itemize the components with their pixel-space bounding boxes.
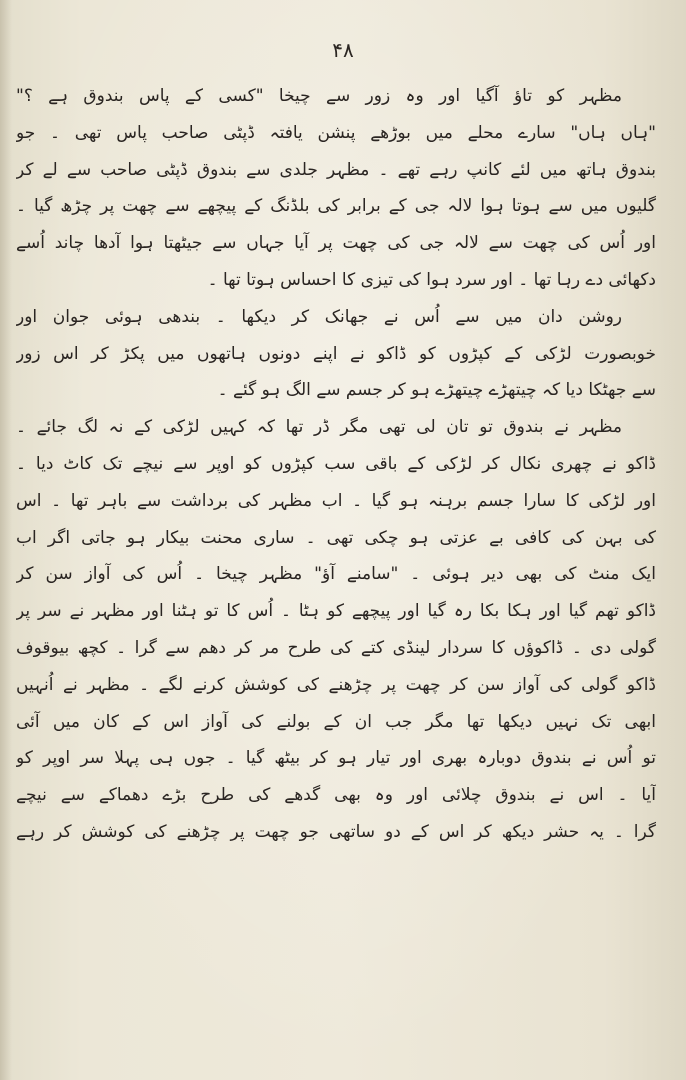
text-line: اور اُس کی چھت سے لالہ جی کی چھت پر آیا جہاں سے جیٹھتا ہوا آدھا چاند اُسے [16, 233, 656, 254]
text-line: اور لڑکی کا سارا جسم برہنہ ہو گیا ۔ اب مظہر کی برداشت سے باہر تھا ۔ اس [16, 490, 656, 511]
text-line: گلیوں میں سے ہوتا ہوا لالہ جی کے برابر کی بلڈنگ کے پیچھے سے چھت پر چڑھ گیا ۔ [16, 196, 656, 217]
text-line: ڈاکو نے چھری نکال کر لڑکی کے باقی سب کپڑوں کو اوپر سے نیچے تک کاٹ دیا ۔ [16, 453, 656, 474]
text-line: بندوق ہاتھ میں لئے کانپ رہے تھے ۔ مظہر جلدی سے بندوق ڈپٹی صاحب سے لے کر [16, 159, 656, 180]
text-line: گرا ۔ یہ حشر دیکھ کر اس کے دو ساتھی جو چھت پر چڑھنے کی کوشش کر رہے [16, 821, 656, 842]
text-line: ابھی تک نہیں دیکھا تھا مگر جب ان کے بولنے کی آواز اس کے کان میں آئی [16, 711, 656, 732]
text-line: روشن دان میں سے اُس نے جھانک کر دیکھا ۔ بندھی ہوئی جوان اور [16, 306, 622, 327]
text-line: مظہر نے بندوق تو تان لی تھی مگر ڈر تھا کہ کہیں لڑکی کے نہ لگ جائے ۔ [16, 417, 622, 438]
text-line: "ہاں ہاں" سارے محلے میں بوڑھے پنشن یافتہ ڈپٹی صاحب پاس تھی ۔ جو [16, 122, 656, 143]
text-line: ایک منٹ کی بھی دیر ہوئی ۔ "سامنے آؤ" مظہر چیخا ۔ اُس کی آواز سن کر [16, 564, 656, 585]
text-line: گولی دی ۔ ڈاکوؤں کا سردار لینڈی کتے کی طرح مر کر دھم سے گرا ۔ کچھ بیوقوف [16, 637, 656, 658]
page-text-block [16, 78, 656, 851]
text-line: آیا ۔ اس نے بندوق چلائی اور وہ بھی گدھے کی طرح بڑے دھماکے سے نیچے [16, 785, 656, 806]
page-number: ۴۸ [332, 38, 354, 62]
text-line: دکھائی دے رہا تھا ۔ اور سرد ہوا کی تیزی کا احساس ہوتا تھا ۔ [207, 269, 656, 290]
text-line: کی بہن کی کافی بے عزتی ہو چکی تھی ۔ ساری محنت بیکار ہو جاتی اگر اب [16, 527, 656, 548]
text-line: تو اُس نے بندوق دوبارہ بھری اور تیار ہو کر بیٹھ گیا ۔ جوں ہی پہلا سر اوپر کو [16, 748, 656, 769]
text-line: ڈاکو تھم گیا اور ہکا بکا رہ گیا اور پیچھے کو ہٹا ۔ اُس کا تو ہٹنا اور مظہر نے سر پر [16, 601, 656, 622]
text-line: خوبصورت لڑکی کے کپڑوں کو ڈاکو نے اپنے دونوں ہاتھوں میں پکڑ کر اس زور [16, 343, 656, 364]
text-line: مظہر کو تاؤ آگیا اور وہ زور سے چیخا "کسی کے پاس بندوق ہے ؟" [16, 86, 622, 106]
text-line: ڈاکو گولی کی آواز سن کر چھت پر چڑھنے کی کوشش کرنے لگے ۔ مظہر نے اُنہیں [16, 674, 656, 695]
text-line: سے جھٹکا دیا کہ چیتھڑے چیتھڑے ہو کر جسم سے الگ ہو گئے ۔ [217, 380, 656, 401]
